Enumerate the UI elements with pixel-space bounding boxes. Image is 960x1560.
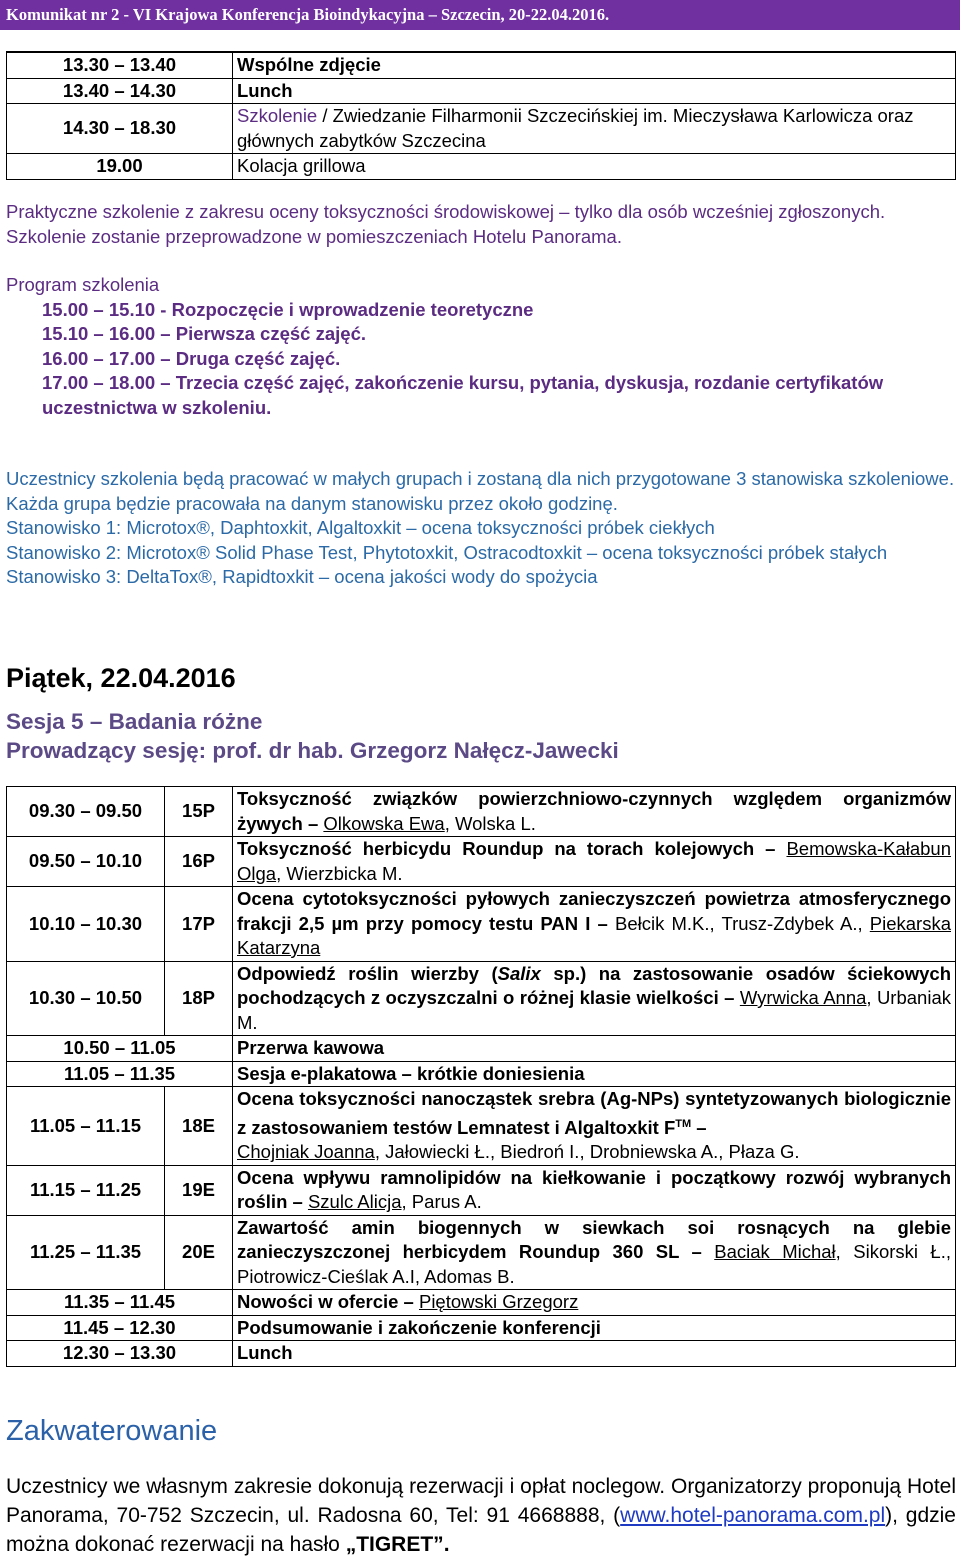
co-authors: Bełcik M.K., Trusz-Zdybek A., (614, 912, 870, 934)
session-heading (6, 707, 619, 765)
accommodation-part: ), gdzie można dokonać rezerwacji na hasło (6, 1504, 956, 1556)
session-chair: Prowadzący sesję: prof. dr hab. Grzegorz Nałęcz-Jawecki (6, 738, 619, 763)
time-cell: 09.30 – 09.50 (7, 787, 165, 837)
station-3: Stanowisko 3: DeltaTox®, Rapidtoxkit – ocena jakości wody do spożycia (6, 566, 598, 587)
code-cell: 20E (165, 1215, 233, 1290)
schedule-table-thursday (6, 51, 956, 180)
time-cell: 11.45 – 12.30 (7, 1315, 233, 1341)
code-cell: 16P (165, 837, 233, 887)
co-authors: , Wierzbicka M. (276, 862, 403, 884)
talk-cell (233, 1165, 956, 1215)
event-cell (233, 1290, 956, 1316)
table-row (7, 1341, 956, 1367)
talk-cell (233, 887, 956, 962)
table-row (7, 787, 956, 837)
presenting-author: Bemowska-Kałabun Olga (237, 838, 951, 884)
table-row (7, 78, 956, 104)
event-cell (233, 104, 956, 154)
day-title: Piątek, 22.04.2016 (6, 663, 236, 693)
time-cell: 13.30 – 13.40 (7, 52, 233, 78)
table-row (7, 52, 956, 78)
time-cell: 11.15 – 11.25 (7, 1165, 165, 1215)
event-cell: Podsumowanie i zakończenie konferencji (233, 1315, 956, 1341)
table-row (7, 154, 956, 180)
talk-title: Toksyczność związków powierzchniowo-czynnych względem organizmów żywych – (237, 788, 951, 834)
table-row (7, 837, 956, 887)
talk-title: Ocena toksyczności nanocząstek srebra (Ag-NPs) syntetyzowanych biologicznie z zastosowaniem testów Lemnatest i Algaltoxkit F (237, 1088, 951, 1138)
trademark: TM (675, 1117, 692, 1130)
training-program (6, 298, 956, 421)
code-cell: 18E (165, 1087, 233, 1166)
title-part: Odpowiedź roślin wierzby ( (237, 962, 498, 984)
talk-title: Toksyczność herbicydu Roundup na torach kolejowych – (237, 838, 787, 859)
accommodation-part: . (443, 1533, 450, 1556)
co-authors: , Parus A. (401, 1191, 482, 1213)
time-cell: 10.30 – 10.50 (7, 961, 165, 1036)
talk-title: Ocena cytotoksyczności pyłowych zanieczyszczeń powietrza atmosferycznego frakcji 2,5 µm przy pomocy testu PAN I – (237, 888, 951, 934)
time-cell: 10.50 – 11.05 (7, 1036, 233, 1062)
co-authors: , Wolska L. (444, 812, 536, 834)
document-header: Komunikat nr 2 - VI Krajowa Konferencja Bioindykacyjna – Szczecin, 20-22.04.2016. (0, 0, 960, 30)
title-part: sp.) na zastosowanie osadów ściekowych pochodzących z oczyszczalni o różnej klasie wielkości – (237, 962, 951, 1008)
talk-cell (233, 1215, 956, 1290)
time-cell: 11.05 – 11.35 (7, 1061, 233, 1087)
program-item: 16.00 – 17.00 – Druga część zajęć. (42, 347, 341, 369)
time-cell: 12.30 – 13.30 (7, 1341, 233, 1367)
code-cell: 17P (165, 887, 233, 962)
event-cell: Lunch (233, 78, 956, 104)
time-cell: 11.25 – 11.35 (7, 1215, 165, 1290)
table-row (7, 1061, 956, 1087)
table-row (7, 1036, 956, 1062)
tour-label: / Zwiedzanie Filharmonii Szczecińskiej im. Mieczysława Karlowicza oraz głównych zabytków Szczecina (237, 105, 914, 151)
table-row (7, 887, 956, 962)
training-intro: Praktyczne szkolenie z zakresu oceny toksyczności środowiskowej – tylko dla osób wcześniej zgłoszonych. (6, 201, 886, 222)
talk-cell (233, 1087, 956, 1166)
co-authors: , Urbaniak M. (237, 987, 951, 1033)
session-title: Sesja 5 – Badania różne (6, 709, 263, 734)
event-cell: Wspólne zdjęcie (233, 52, 956, 78)
program-item: 15.00 – 15.10 - Rozpoczęcie i wprowadzenie teoretyczne (42, 298, 534, 320)
schedule-table-friday (6, 786, 956, 1367)
table-row (7, 1290, 956, 1316)
training-label: Szkolenie (237, 105, 318, 126)
time-cell: 11.05 – 11.15 (7, 1087, 165, 1166)
event-cell: Przerwa kawowa (233, 1036, 956, 1062)
code-cell: 19E (165, 1165, 233, 1215)
accommodation-part: Uczestnicy we własnym zakresie dokonują rezerwacji i opłat noclegow. Organizatorzy proponują Hotel Panorama, 70-752 Szczecin, ul. Radosna 60, Tel: 91 4668888, ( (6, 1475, 956, 1527)
dash: – (691, 1116, 707, 1138)
table-row (7, 1215, 956, 1290)
presenting-author: Piekarska Katarzyna (237, 912, 951, 958)
time-cell: 19.00 (7, 154, 233, 180)
program-item: 17.00 – 18.00 – Trzecia część zajęć, zakończenie kursu, pytania, dyskusja, rozdanie certyfikatów uczestnictwa w szkoleniu. (42, 372, 884, 418)
event-cell: Kolacja grillowa (233, 154, 956, 180)
code-cell: 15P (165, 787, 233, 837)
training-location: Szkolenie zostanie przeprowadzone w pomieszczeniach Hotelu Panorama. (6, 225, 622, 247)
presenting-author: Piętowski Grzegorz (418, 1291, 579, 1313)
presenting-author: Chojniak Joanna (237, 1141, 375, 1163)
code-cell: 18P (165, 961, 233, 1036)
species-name: Salix (497, 962, 541, 984)
accommodation-text (6, 1472, 956, 1559)
program-title: Program szkolenia (6, 274, 160, 295)
time-cell: 13.40 – 14.30 (7, 78, 233, 104)
station-2: Stanowisko 2: Microtox® Solid Phase Test, Phytotoxkit, Ostracodtoxkit – ocena toksyczności próbek stałych (6, 541, 888, 563)
co-authors: , Sikorski Ł., Piotrowicz-Cieślak A.I, Adomas B. (237, 1241, 951, 1287)
event-cell: Lunch (233, 1341, 956, 1367)
presenting-author: Wyrwicka Anna (739, 987, 867, 1008)
time-cell: 09.50 – 10.10 (7, 837, 165, 887)
talk-cell (233, 961, 956, 1036)
presenting-author: Olkowska Ewa (323, 812, 445, 834)
table-row (7, 1315, 956, 1341)
table-row (7, 1087, 956, 1166)
station-1: Stanowisko 1: Microtox®, Daphtoxkit, Algaltoxkit – ocena toksyczności próbek ciekłych (6, 517, 715, 538)
talk-title: Zawartość amin biogennych w siewkach soi rosnących na glebie zanieczyszczonej herbicydem Roundup 360 SL – (237, 1216, 951, 1263)
table-row (7, 1165, 956, 1215)
training-details (6, 467, 956, 590)
table-row (7, 961, 956, 1036)
event-cell: Sesja e-plakatowa – krótkie doniesienia (233, 1061, 956, 1087)
presenting-author: Baciak Michał (714, 1241, 836, 1263)
time-cell: 11.35 – 11.45 (7, 1290, 233, 1316)
table-row (7, 104, 956, 154)
talk-cell (233, 787, 956, 837)
training-section (6, 200, 956, 420)
presenting-author: Szulc Alicja (307, 1191, 402, 1213)
time-cell: 14.30 – 18.30 (7, 104, 233, 154)
time-cell: 10.10 – 10.30 (7, 887, 165, 962)
booking-password: „TIGRET” (345, 1533, 444, 1556)
co-authors: , Jałowiecki Ł., Biedroń I., Drobniewska A., Płaza G. (374, 1141, 800, 1163)
program-item: 15.10 – 16.00 – Pierwsza część zajęć. (42, 323, 366, 344)
accommodation-title: Zakwaterowanie (6, 1415, 218, 1447)
event-label: Nowości w ofercie – (237, 1291, 419, 1313)
talk-title: Ocena wpływu ramnolipidów na kiełkowanie i początkowy rozwój wybranych roślin – (237, 1166, 951, 1213)
talk-cell (233, 837, 956, 887)
training-info: Uczestnicy szkolenia będą pracować w małych grupach i zostaną dla nich przygotowane 3 stanowiska szkoleniowe. Każda grupa będzie pracowała na danym stanowisku przez około godzinę. (6, 468, 955, 514)
hotel-link[interactable]: www.hotel-panorama.com.pl (620, 1504, 886, 1527)
